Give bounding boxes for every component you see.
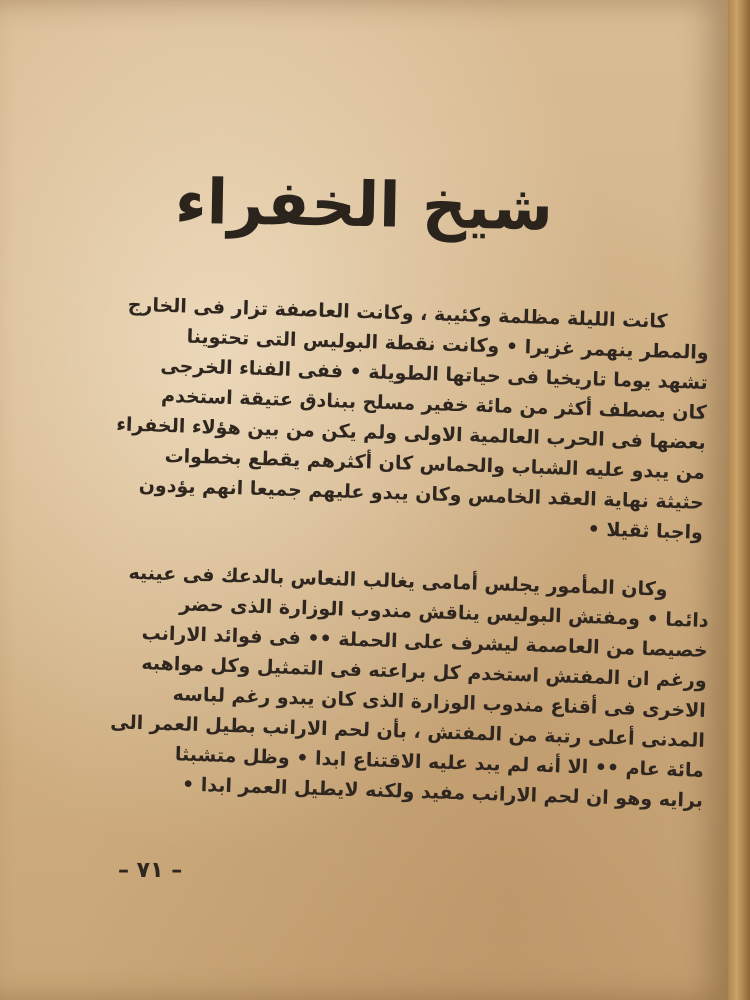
paragraph-1 xyxy=(53,288,710,548)
text-line: كان يصطف أكثر من مائة خفير مسلح ببنادق عتيقة استخدم xyxy=(160,384,708,424)
text-line: كانت الليلة مظلمة وكئيبة ، وكانت العاصفة تزار فى الخارج xyxy=(127,293,668,333)
paragraph-2 xyxy=(53,556,710,816)
text-line: حثيثة نهاية العقد الخامس وكان يبدو عليهم جميعا انهم يؤدون xyxy=(138,474,705,514)
text-line: تشهد يوما تاريخيا فى حياتها الطويلة • ففى الفناء الخرجى xyxy=(160,354,708,394)
text-line: والمطر ينهمر غزيرا • وكانت نقطة البوليس التى تحتوينا xyxy=(186,325,709,364)
page-number: – ٧١ – xyxy=(118,858,183,883)
text-line: خصيصا من العاصمة ليشرف على الحملة •• فى فوائد الارانب xyxy=(141,622,708,662)
text-line: برايه وهو ان لحم الارانب مفيد ولكنه لايطيل العمر ابدا • xyxy=(181,773,704,812)
text-line: وكان المأمور يجلس أمامى يغالب النعاس بالدعك فى عينيه xyxy=(128,561,668,601)
text-line: ورغم ان المفتش استخدم كل براعته فى التمثيل وكل مواهبه xyxy=(141,652,708,692)
text-line: بعضها فى الحرب العالمية الاولى ولم يكن من بين هؤلاء الخفراء xyxy=(115,413,707,454)
text-line: مائة عام •• الا أنه لم يبد عليه الاقتناع ابدا • وظل متشبثا xyxy=(174,743,705,782)
page-edge xyxy=(728,0,750,1000)
text-line: المدنى أعلى رتبة من المفتش ، بأن لحم الارانب بطيل العمر الى xyxy=(109,711,706,752)
text-line: واجبا ثقيلا • xyxy=(587,518,704,544)
text-line: الاخرى فى أقناع مندوب الوزارة الذى كان يبدو رغم لباسه xyxy=(172,683,707,722)
text-line: دائما • ومفتش البوليس يناقش مندوب الوزارة الذى حضر xyxy=(179,593,709,632)
chapter-title: شيخ الخفراء xyxy=(174,164,554,245)
text-line: من يبدو عليه الشباب والحماس كان أكثرهم يقطع بخطوات xyxy=(164,444,706,484)
